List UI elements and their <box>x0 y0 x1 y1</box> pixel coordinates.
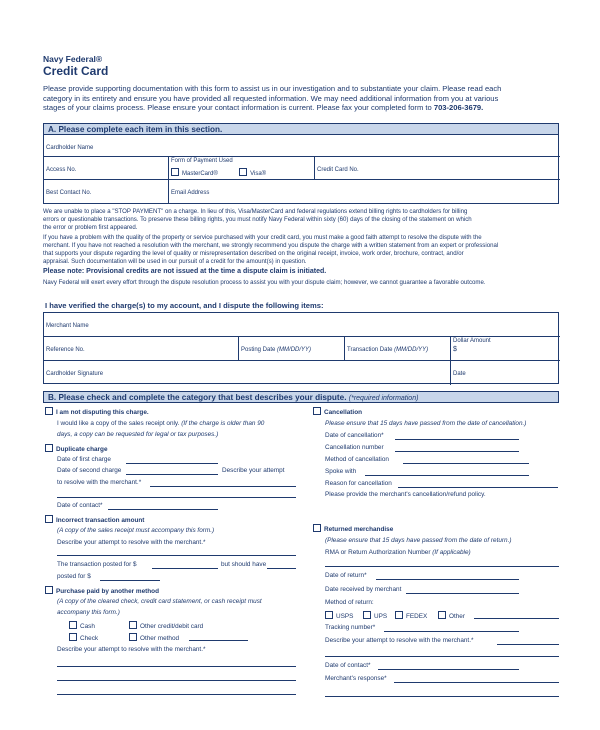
second-charge-label: Date of second charge <box>57 467 122 474</box>
other-method-option[interactable] <box>129 633 179 642</box>
spoke-with-label: Spoke with <box>325 468 357 475</box>
billing-rights-text <box>43 208 563 286</box>
field-label: Date <box>453 371 466 377</box>
cash-option[interactable] <box>69 621 95 630</box>
text-line: I would like a copy of the sales receipt only. (If the charge is older than 90 <box>57 420 265 427</box>
return-describe-input-2[interactable] <box>325 656 559 657</box>
text-line: Navy Federal will exert every effort through the dispute resolution process to assist you with your dispute claim; however, we cannot guarantee a favorable outcome. <box>43 278 486 286</box>
text-line: Describe your attempt to resolve with the merchant.* <box>57 646 206 653</box>
brand-name: Navy Federal® <box>43 54 103 64</box>
text-line: Please provide the merchant's cancellation/refund policy. <box>325 491 486 498</box>
return-date-label: Date of return* <box>325 572 367 579</box>
option-label: Incorrect transaction amount <box>56 517 145 524</box>
section-b-title: B. Please check and complete the category that best describes your dispute. <box>48 393 347 402</box>
cancel-method-label: Method of cancellation <box>325 456 389 463</box>
incorrect-amount-option[interactable] <box>45 515 144 524</box>
field-label: Transaction Date <box>347 347 393 353</box>
purchase-describe-input-2[interactable] <box>57 680 296 681</box>
field-label: Cardholder Name <box>46 145 94 151</box>
text-line: that supports your dispute regarding the level of quality or misrepresentation described on the original receipt, invoice, work order, brochure, contract, and/or <box>43 249 464 257</box>
field-label: Posting Date <box>241 347 276 353</box>
another-method-option[interactable] <box>45 586 159 595</box>
option-label: Returned merchandise <box>324 526 394 533</box>
option-label: Check <box>80 635 99 642</box>
mastercard-checkbox[interactable] <box>171 168 179 176</box>
incorrect-checkbox[interactable] <box>45 515 53 523</box>
other-credit-option[interactable] <box>129 621 203 630</box>
date-format-hint: (MM/DD/YY) <box>394 347 429 353</box>
posted-for-label: The transaction posted for $ <box>57 561 137 568</box>
received-date-label: Date received by merchant <box>325 586 402 593</box>
other-method-input[interactable] <box>189 640 248 641</box>
field-label: Dollar Amount <box>453 338 491 344</box>
cash-checkbox[interactable] <box>69 621 77 629</box>
not-disputing-checkbox[interactable] <box>45 407 53 415</box>
section-a-grid <box>43 135 559 204</box>
option-label: Cash <box>80 623 95 630</box>
option-label: USPS <box>336 613 354 620</box>
purchase-describe-input-3[interactable] <box>57 694 296 695</box>
cancel-method-input[interactable] <box>403 463 529 464</box>
cancel-number-input[interactable] <box>395 451 519 452</box>
signature-field[interactable] <box>44 361 451 385</box>
merchant-response-label: Merchant's response* <box>325 675 387 682</box>
usps-checkbox[interactable] <box>325 611 333 619</box>
form-title: Credit Card <box>43 64 109 78</box>
check-checkbox[interactable] <box>69 633 77 641</box>
intro-line: Please provide supporting documentation with this form to assist us in our investigation and to substantiate your claim. Please read each <box>43 84 502 93</box>
field-label: Access No. <box>46 167 77 173</box>
cancel-reason-label: Reason for cancellation <box>325 480 392 487</box>
posted-amount-input[interactable] <box>152 568 218 569</box>
option-label: Other credit/debit card <box>140 623 204 630</box>
text-line: the error or problem first appeared. <box>43 223 138 231</box>
text-line: merchant. If you have not reached a resolution with the merchant, we strongly recommend you dispute the charge with a written statement from an expert or professional <box>43 242 499 250</box>
other-carrier-checkbox[interactable] <box>438 611 446 619</box>
required-note: (*required information) <box>348 395 419 402</box>
duplicate-describe-input-2[interactable] <box>57 497 296 498</box>
return-contact-label: Date of contact* <box>325 662 371 669</box>
tracking-input[interactable] <box>384 631 519 632</box>
text-line: appraisal. Such documentation will be used in our pursuit of a credit for the amount(s) in question. <box>43 257 307 265</box>
incorrect-describe-input[interactable] <box>57 555 296 556</box>
field-label: Merchant Name <box>46 323 89 329</box>
cancel-date-input[interactable] <box>395 439 519 440</box>
fax-number: 703-206-3679. <box>433 103 484 113</box>
other-carrier-option[interactable] <box>438 611 465 620</box>
verify-statement: I have verified the charge(s) to my account, and I dispute the following items: <box>45 301 324 310</box>
text-line: (Please ensure that 15 days have passed from the date of return.) <box>325 537 512 544</box>
option-label: I am not disputing this charge. <box>56 409 149 416</box>
return-date-input[interactable] <box>376 579 519 580</box>
first-charge-input[interactable] <box>126 463 218 464</box>
returned-checkbox[interactable] <box>313 524 321 532</box>
text-line: days, a copy can be requested for legal or tax purposes.) <box>57 431 219 438</box>
cancel-date-label: Date of cancellation* <box>325 432 384 439</box>
received-date-input[interactable] <box>406 593 519 594</box>
option-label: FEDEX <box>406 613 428 620</box>
resolve-label: to resolve with the merchant.* <box>57 479 142 486</box>
text-line: We are unable to place a "STOP PAYMENT" on a charge. In lieu of this, Visa/MasterCard and federal regulations extend billing rights to cardholders for billing <box>43 208 468 215</box>
fedex-option[interactable] <box>395 611 427 620</box>
best-contact-field[interactable] <box>44 180 169 204</box>
cancel-number-label: Cancellation number <box>325 444 384 451</box>
text-line: (A copy of the cleared check, credit card statement, or cash receipt must <box>57 598 262 605</box>
merchant-name-field[interactable] <box>44 313 560 337</box>
duplicate-describe-input[interactable] <box>150 486 296 487</box>
text-line: Please ensure that 15 days have passed from the date of cancellation.) <box>325 420 527 427</box>
field-label: Email Address <box>171 190 210 196</box>
posting-date-field[interactable] <box>239 337 345 361</box>
return-contact-input[interactable] <box>378 669 519 670</box>
transaction-date-field[interactable] <box>345 337 451 361</box>
text-line: Describe your attempt to resolve with the merchant.* <box>325 637 474 644</box>
form-of-payment-field <box>169 157 315 180</box>
intro-text <box>43 84 563 113</box>
duplicate-checkbox[interactable] <box>45 444 53 452</box>
tracking-label: Tracking number* <box>325 624 376 631</box>
provisional-credit-note: Please note: Provisional credits are not issued at the time a dispute claim is initiated. <box>43 267 327 275</box>
intro-line: category in its entirety and ensure you have provided all requested information. We may need additional information from you at various <box>43 93 499 103</box>
section-a-header: A. Please complete each item in this section. <box>43 123 559 135</box>
contact-date-input[interactable] <box>108 509 218 510</box>
text-line: Describe your attempt to resolve with the merchant.* <box>57 539 206 546</box>
correct-amount-input[interactable] <box>100 580 160 581</box>
field-label: Best Contact No. <box>46 190 92 196</box>
returned-merchandise-option[interactable] <box>313 524 393 533</box>
text-line: (A copy of the sales receipt must accompany this form.) <box>57 527 215 534</box>
visa-label: Visa® <box>250 171 267 177</box>
text-line: errors or questionable transactions. To preserve these billing rights, you must notify Navy Federal within sixty (60) days of the closing of the statement on which <box>43 215 472 223</box>
other-carrier-input[interactable] <box>474 618 559 619</box>
visa-checkbox[interactable] <box>239 168 247 176</box>
describe-label: Describe your attempt <box>222 467 285 474</box>
ups-checkbox[interactable] <box>363 611 371 619</box>
merchant-response-input-2[interactable] <box>325 696 559 697</box>
contact-date-label: Date of contact* <box>57 502 103 509</box>
field-label: Cardholder Signature <box>46 371 104 377</box>
text-line: If you have a problem with the quality of the property or service purchased with your credit card, you must make a good faith attempt to resolve the dispute with the <box>43 234 482 242</box>
mastercard-label: MasterCard® <box>182 171 218 177</box>
check-option[interactable] <box>69 633 98 642</box>
posted-for-2-label: posted for $ <box>57 573 91 580</box>
should-have-label: but should have <box>221 561 267 568</box>
duplicate-charge-option[interactable] <box>45 444 108 453</box>
not-disputing-option[interactable] <box>45 407 149 416</box>
first-charge-label: Date of first charge <box>57 456 111 463</box>
cancel-reason-input[interactable] <box>398 487 558 488</box>
cancellation-option[interactable] <box>313 407 362 416</box>
option-label: Purchase paid by another method <box>56 588 159 595</box>
dispute-items-grid <box>43 312 559 384</box>
return-method-label: Method of return: <box>325 599 374 606</box>
option-label: UPS <box>374 613 388 620</box>
cardholder-name-field[interactable] <box>44 135 560 157</box>
should-have-input[interactable] <box>267 568 296 569</box>
credit-card-no-field[interactable] <box>315 157 560 180</box>
intro-line: stages of your claims process. Please ensure your contact information is current. Please fax your completed form to 703-206-3679. <box>43 103 484 113</box>
email-field[interactable] <box>169 180 560 204</box>
option-label: Other method <box>140 635 180 642</box>
field-label: Credit Card No. <box>317 167 359 173</box>
access-no-field[interactable] <box>44 157 169 180</box>
fedex-checkbox[interactable] <box>395 611 403 619</box>
field-label: Form of Payment Used <box>171 158 233 164</box>
spoke-with-input[interactable] <box>365 475 529 476</box>
option-label: Other <box>449 613 465 620</box>
dollar-sign: $ <box>453 346 457 353</box>
signature-date-field[interactable] <box>451 361 560 385</box>
option-label: Duplicate charge <box>56 446 108 453</box>
another-method-checkbox[interactable] <box>45 586 53 594</box>
other-credit-checkbox[interactable] <box>129 621 137 629</box>
reference-no-field[interactable] <box>44 337 239 361</box>
option-label: Cancellation <box>324 409 362 416</box>
date-format-hint: (MM/DD/YY) <box>277 347 312 353</box>
cancellation-checkbox[interactable] <box>313 407 321 415</box>
dollar-amount-field[interactable] <box>451 337 560 361</box>
purchase-describe-input[interactable] <box>57 666 296 667</box>
merchant-response-input[interactable] <box>394 682 559 683</box>
second-charge-input[interactable] <box>126 474 218 475</box>
section-b-header <box>43 391 559 403</box>
other-method-checkbox[interactable] <box>129 633 137 641</box>
rma-label: RMA or Return Authorization Number (If applicable) <box>325 549 471 556</box>
usps-option[interactable] <box>325 611 353 620</box>
text-line: accompany this form.) <box>57 609 120 616</box>
return-describe-input[interactable] <box>497 644 559 645</box>
rma-input[interactable] <box>325 566 559 567</box>
field-label: Reference No. <box>46 347 85 353</box>
ups-option[interactable] <box>363 611 387 620</box>
